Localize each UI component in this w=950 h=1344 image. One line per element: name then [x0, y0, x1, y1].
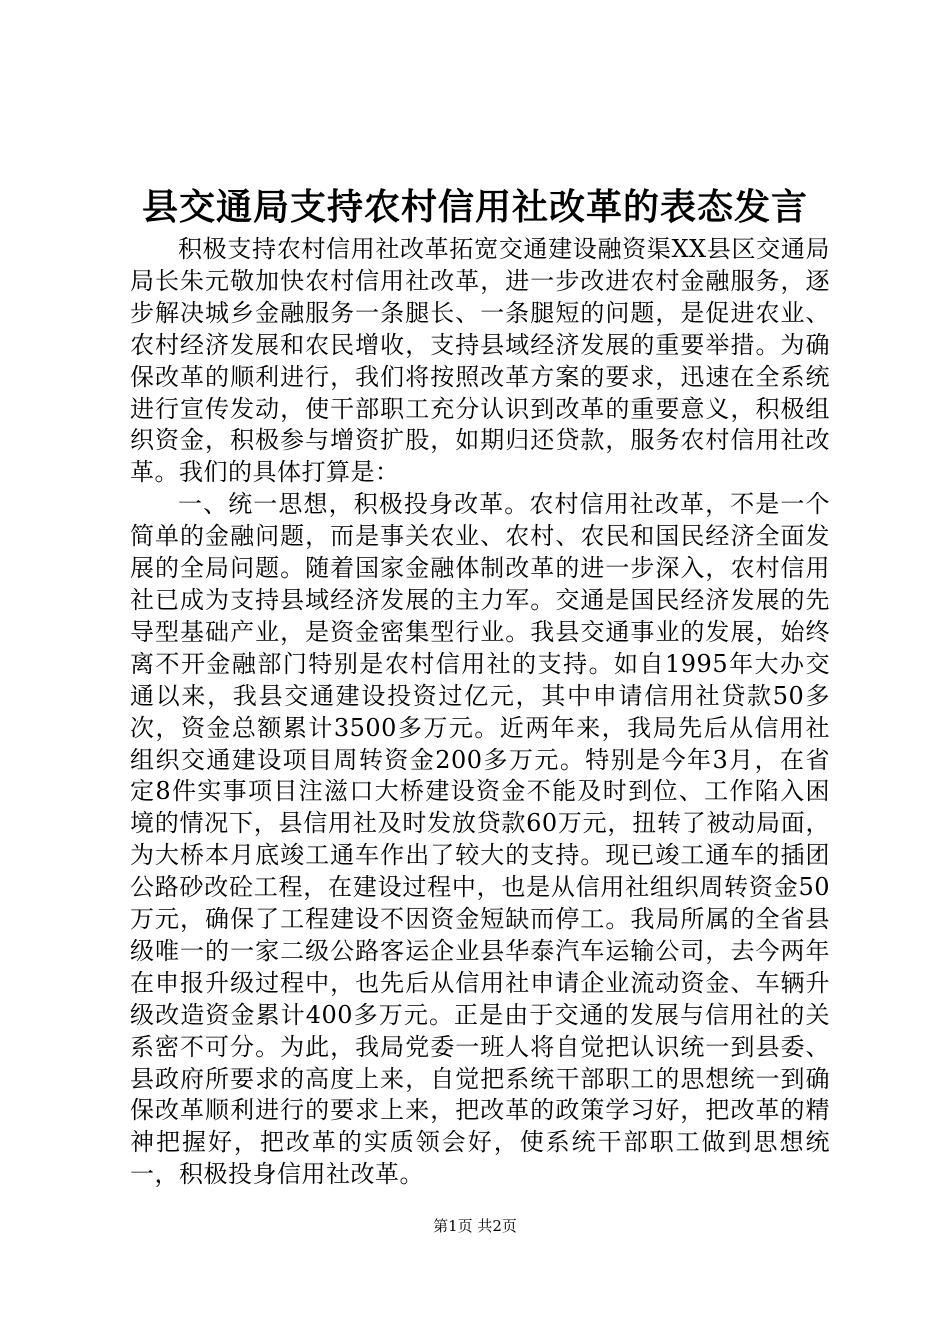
paragraph-section-1: 一、统一思想，积极投身改革。农村信用社改革，不是一个简单的金融问题，而是事关农业、农村、农民和国民经济全面发展的全局问题。随着国家金融体制改革的进一步深入，农村信用社已成为支持县域经济发展的主力军。交通是国民经济发展的先导型基础产业，是资金密集型行业。我县交通事业的发展，始终离不开金融部门特别是农村信用社的支持。如自1995年大办交通以来，我县交通建设投资过亿元，其中申请信用社贷款50多次，资金总额累计3500多万元。近两年来，我局先后从信用社组织交通建设项目周转资金200多万元。特别是今年3月，在省定8件实事项目注滋口大桥建设资金不能及时到位、工作陷入困境的情况下，县信用社及时发放贷款60万元，扭转了被动局面，为大桥本月底竣工通车作出了较大的支持。现已竣工通车的插团公路砂改砼工程，在建设过程中，也是从信用社组织周转资金50万元，确保了工程建设不因资金短缺而停工。我局所属的全省县级唯一的一家二级公路客运企业县华泰汽车运输公司，去今两年在申报升级过程中，也先后从信用社申请企业流动资金、车辆升级改造资金累计400多万元。正是由于交通的发展与信用社的关系密不可分。为此，我局党委一班人将自觉把认识统一到县委、县政府所要求的高度上来，自觉把系统干部职工的思想统一到确保改革顺利进行的要求上来，把改革的政策学习好，把改革的精神把握好，把改革的实质领会好，使系统干部职工做到思想统一，积极投身信用社改革。	[130, 490, 830, 1189]
page-number: 第1页 共2页	[433, 1217, 517, 1235]
paragraph-intro: 积极支持农村信用社改革拓宽交通建设融资渠XX县区交通局局长朱元敬加快农村信用社改革，进一步改进农村金融服务，逐步解决城乡金融服务一条腿长、一条腿短的问题，是促进农业、农村经济发展和农民增收，支持县域经济发展的重要举措。为确保改革的顺利进行，我们将按照改革方案的要求，迅速在全系统进行宣传发动，使干部职工充分认识到改革的重要意义，积极组织资金，积极参与增资扩股，如期归还贷款，服务农村信用社改革。我们的具体打算是：	[130, 235, 830, 487]
page-footer	[0, 1216, 950, 1236]
document-title: 县交通局支持农村信用社改革的表态发言	[141, 187, 808, 228]
document-body	[130, 234, 830, 1191]
